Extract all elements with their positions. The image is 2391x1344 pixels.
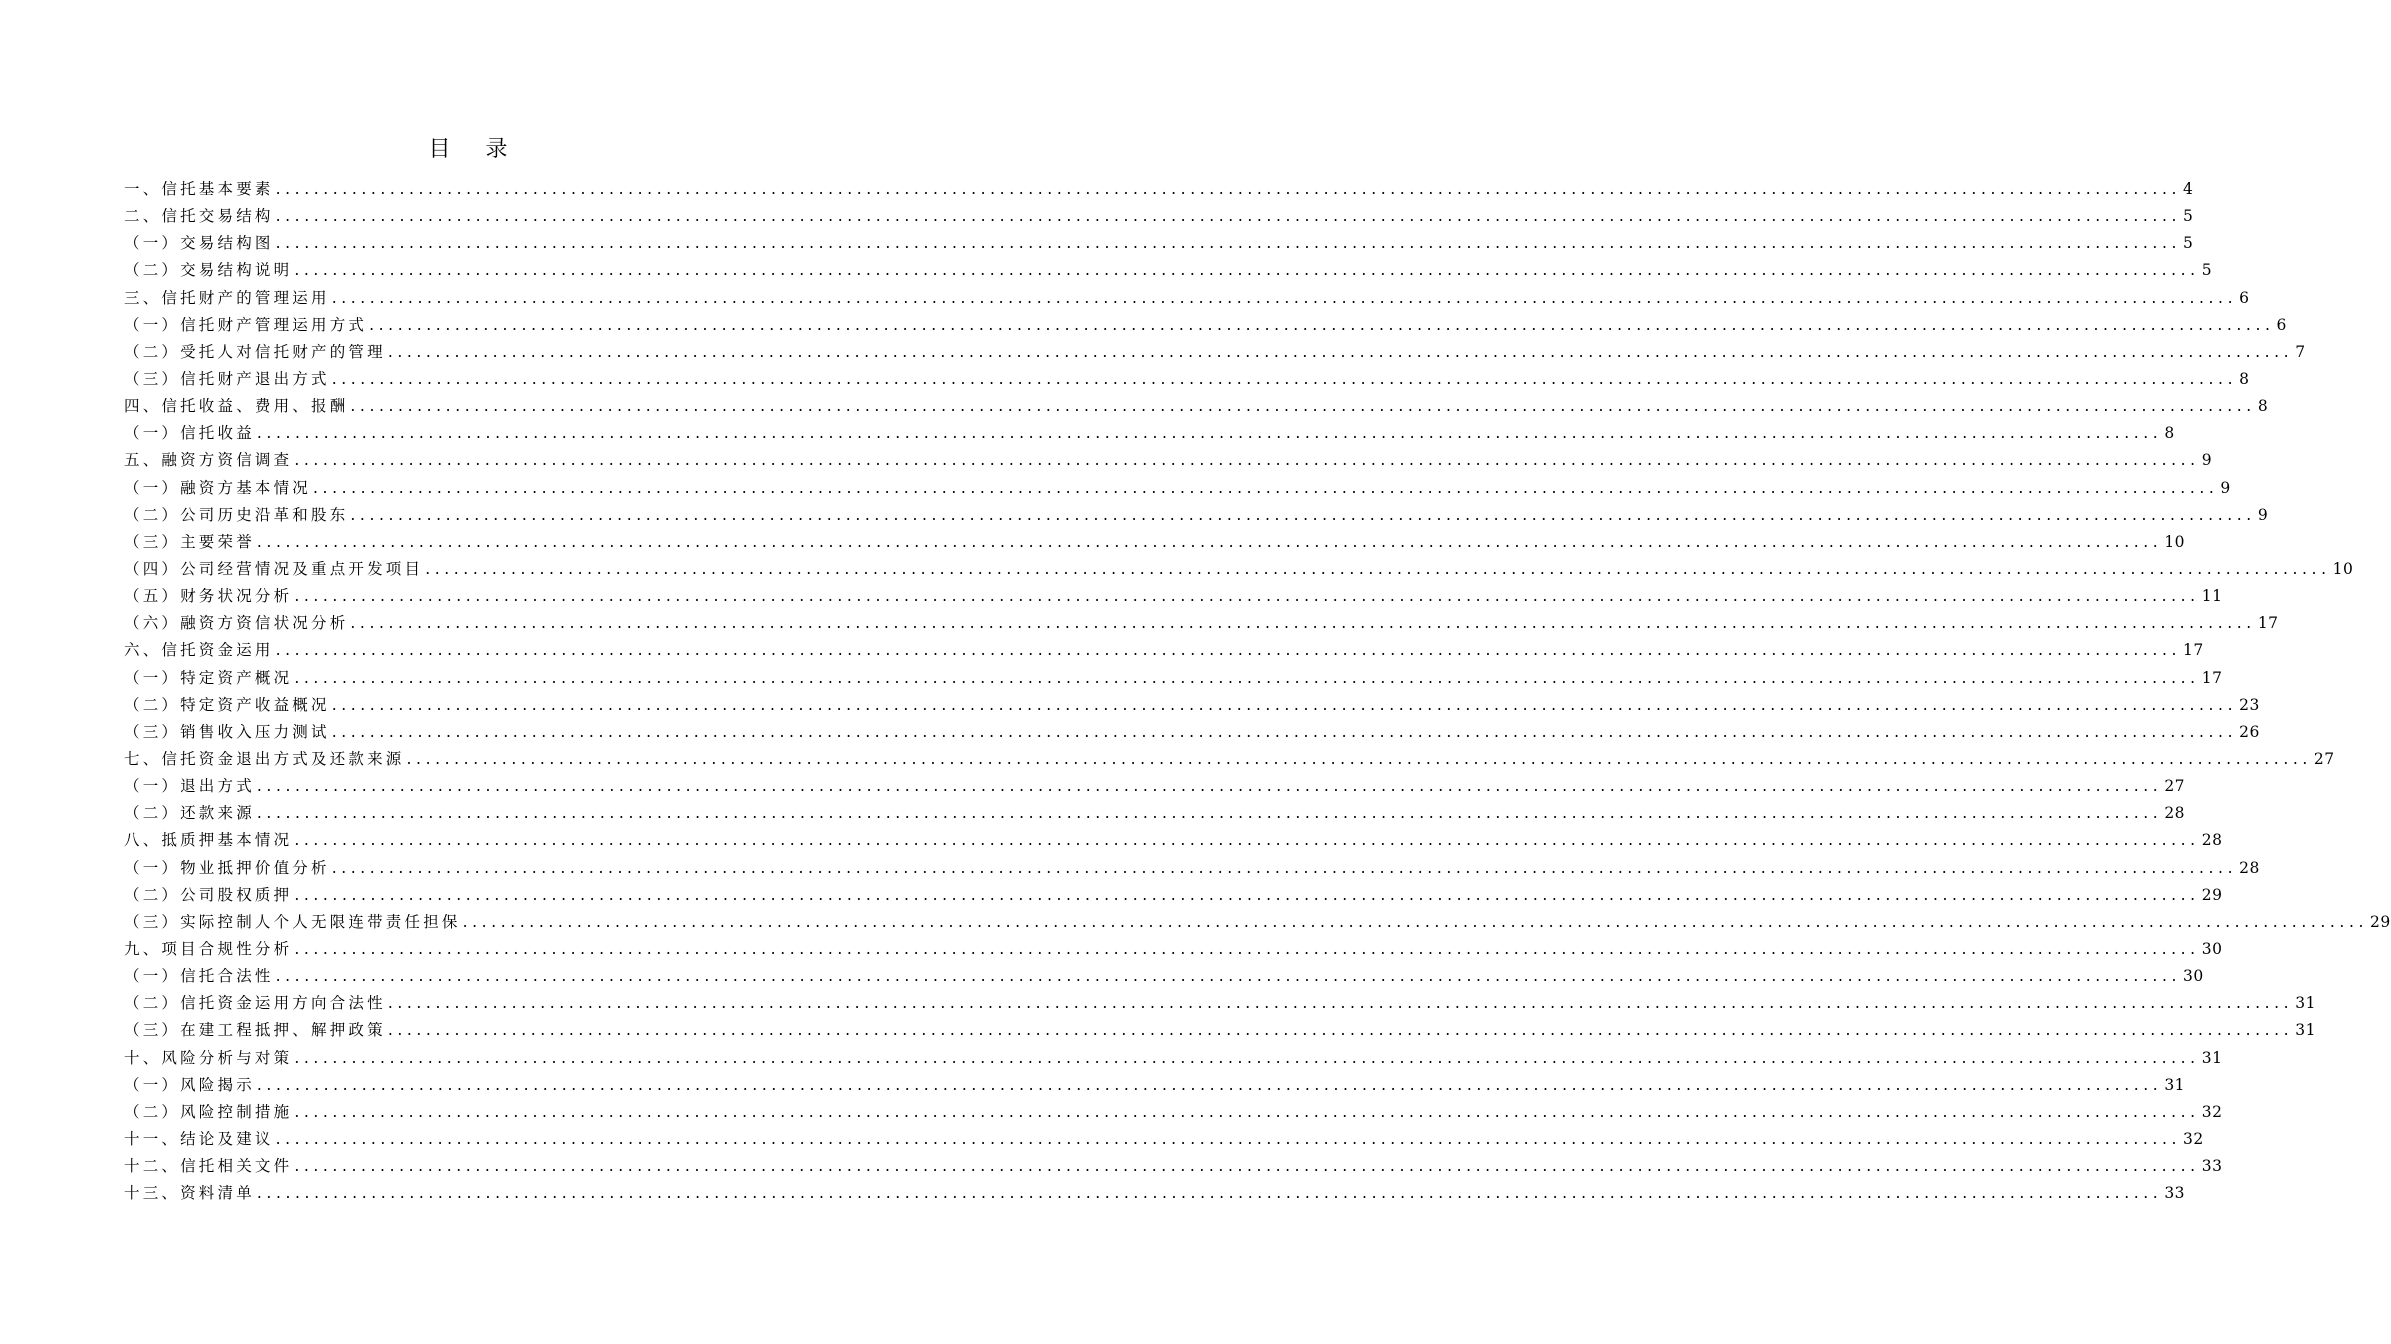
toc-entry[interactable] xyxy=(124,773,2186,800)
toc-entry-label: （六）融资方资信状况分析 xyxy=(124,614,349,633)
toc-entry-label: （二）特定资产收益概况 xyxy=(124,695,330,714)
toc-leader-dots: ........................................................................................................................................................................................................ xyxy=(406,749,2312,768)
toc-entry-page-number: 29 xyxy=(2370,912,2391,931)
toc-leader-dots: ........................................................................................................................................................................................................ xyxy=(294,1157,2200,1176)
toc-entry[interactable] xyxy=(124,1180,2186,1207)
toc-entry[interactable] xyxy=(124,447,2213,474)
toc-entry-page-number: 28 xyxy=(2201,831,2223,850)
toc-entry-page-number: 30 xyxy=(2201,939,2223,958)
toc-leader-dots: ........................................................................................................................................................................................................ xyxy=(294,451,2200,470)
toc-entry[interactable] xyxy=(124,529,2186,556)
toc-entry-page-number: 27 xyxy=(2313,749,2335,768)
toc-entry[interactable] xyxy=(124,1153,2223,1180)
toc-entry[interactable] xyxy=(124,909,2391,936)
toc-leader-dots: ........................................................................................................................................................................................................ xyxy=(294,885,2200,904)
toc-entry-label: （一）特定资产概况 xyxy=(124,668,293,687)
toc-leader-dots: ........................................................................................................................................................................................................ xyxy=(294,831,2200,850)
toc-entry[interactable] xyxy=(124,203,2194,230)
toc-entry-label: （三）销售收入压力测试 xyxy=(124,722,330,741)
toc-entry-label: 三、信托财产的管理运用 xyxy=(124,288,330,307)
toc-entry[interactable] xyxy=(124,393,2269,420)
toc-leader-dots: ........................................................................................................................................................................................................ xyxy=(275,1129,2182,1148)
toc-entry[interactable] xyxy=(124,366,2250,393)
toc-title: 目 录 xyxy=(428,137,522,162)
toc-entry[interactable] xyxy=(124,1072,2186,1099)
toc-entry-page-number: 27 xyxy=(2164,777,2186,796)
toc-entry-label: （五）财务状况分析 xyxy=(124,587,293,606)
toc-leader-dots: ........................................................................................................................................................................................................ xyxy=(425,559,2331,578)
toc-entry[interactable] xyxy=(124,827,2223,854)
toc-entry-label: （二）公司历史沿革和股东 xyxy=(124,505,349,524)
toc-entry-page-number: 6 xyxy=(2276,315,2287,334)
toc-entry-page-number: 10 xyxy=(2332,559,2354,578)
toc-leader-dots: ........................................................................................................................................................................................................ xyxy=(350,505,2256,524)
toc-leader-dots: ........................................................................................................................................................................................................ xyxy=(331,858,2238,877)
toc-entry-page-number: 32 xyxy=(2183,1129,2204,1148)
toc-entry-page-number: 29 xyxy=(2201,885,2223,904)
toc-entry-label: 五、融资方资信调查 xyxy=(124,451,293,470)
toc-leader-dots: ........................................................................................................................................................................................................ xyxy=(387,1021,2294,1040)
toc-entry-label: （三）实际控制人个人无限连带责任担保 xyxy=(124,912,461,931)
toc-entry-label: 二、信托交易结构 xyxy=(124,207,274,226)
toc-entry-label: （三）在建工程抵押、解押政策 xyxy=(124,1021,386,1040)
toc-entry-page-number: 5 xyxy=(2201,261,2213,280)
toc-entry-label: （二）还款来源 xyxy=(124,804,255,823)
toc-entry-page-number: 9 xyxy=(2220,478,2231,497)
toc-entry-page-number: 33 xyxy=(2201,1157,2223,1176)
toc-leader-dots: ........................................................................................................................................................................................................ xyxy=(294,939,2200,958)
toc-entry-page-number: 31 xyxy=(2201,1048,2223,1067)
toc-leader-dots: ........................................................................................................................................................................................................ xyxy=(294,1048,2200,1067)
toc-entry-page-number: 7 xyxy=(2295,342,2306,361)
toc-leader-dots: ........................................................................................................................................................................................................ xyxy=(294,668,2200,687)
toc-entry-label: 十、风险分析与对策 xyxy=(124,1048,293,1067)
toc-entry-label: （一）信托合法性 xyxy=(124,967,274,986)
toc-leader-dots: ........................................................................................................................................................................................................ xyxy=(256,804,2163,823)
toc-entry-page-number: 5 xyxy=(2183,207,2194,226)
toc-entry-page-number: 33 xyxy=(2164,1184,2186,1203)
toc-entry[interactable] xyxy=(124,855,2260,882)
toc-entry-page-number: 23 xyxy=(2239,695,2260,714)
toc-entry[interactable] xyxy=(124,882,2223,909)
toc-leader-dots: ........................................................................................................................................................................................................ xyxy=(275,967,2182,986)
toc-entry-label: 一、信托基本要素 xyxy=(124,180,274,198)
toc-leader-dots: ........................................................................................................................................................................................................ xyxy=(256,777,2163,796)
toc-entry-page-number: 9 xyxy=(2257,505,2269,524)
toc-entry-page-number: 5 xyxy=(2183,234,2194,253)
toc-entry[interactable] xyxy=(124,583,2223,610)
toc-leader-dots: ........................................................................................................................................................................................................ xyxy=(256,1184,2163,1203)
toc-leader-dots: ........................................................................................................................................................................................................ xyxy=(350,614,2256,633)
toc-entry[interactable] xyxy=(124,312,2287,339)
toc-entry-label: 七、信托资金退出方式及还款来源 xyxy=(124,749,405,768)
toc-entry-label: 九、项目合规性分析 xyxy=(124,939,293,958)
toc-entry[interactable] xyxy=(124,692,2260,719)
toc-leader-dots: ........................................................................................................................................................................................................ xyxy=(350,397,2256,416)
toc-entry-label: 十一、结论及建议 xyxy=(124,1129,274,1148)
toc-entry-page-number: 28 xyxy=(2164,804,2186,823)
toc-entry-label: （一）物业抵押价值分析 xyxy=(124,858,330,877)
toc-entry-page-number: 17 xyxy=(2257,614,2279,633)
toc-entry-label: （三）主要荣誉 xyxy=(124,532,255,551)
toc-entry-label: 四、信托收益、费用、报酬 xyxy=(124,397,349,416)
toc-leader-dots: ........................................................................................................................................................................................................ xyxy=(275,180,2182,198)
toc-entry-page-number: 8 xyxy=(2257,397,2269,416)
toc-entry-label: 六、信托资金运用 xyxy=(124,641,274,660)
toc-entry-page-number: 9 xyxy=(2201,451,2213,470)
toc-leader-dots: ........................................................................................................................................................................................................ xyxy=(313,478,2219,497)
toc-entry[interactable] xyxy=(124,502,2269,529)
toc-leader-dots: ........................................................................................................................................................................................................ xyxy=(331,722,2238,741)
toc-entry[interactable] xyxy=(124,339,2306,366)
toc-entry-page-number: 31 xyxy=(2295,994,2316,1013)
toc-entry-page-number: 10 xyxy=(2164,532,2186,551)
toc-entry-page-number: 31 xyxy=(2295,1021,2316,1040)
toc-entry-label: （二）受托人对信托财产的管理 xyxy=(124,342,386,361)
toc-entry-page-number: 6 xyxy=(2239,288,2250,307)
toc-entry-page-number: 8 xyxy=(2164,424,2175,443)
toc-entry[interactable] xyxy=(124,176,2194,203)
toc-leader-dots: ........................................................................................................................................................................................................ xyxy=(331,369,2238,388)
toc-entry-label: （二）交易结构说明 xyxy=(124,261,293,280)
toc-entry[interactable] xyxy=(124,1045,2223,1072)
toc-entry-label: （一）退出方式 xyxy=(124,777,255,796)
toc-entry-page-number: 26 xyxy=(2239,722,2260,741)
toc-entry[interactable] xyxy=(124,285,2250,312)
toc-entry-page-number: 30 xyxy=(2183,967,2204,986)
toc-entry-page-number: 17 xyxy=(2201,668,2223,687)
toc-leader-dots: ........................................................................................................................................................................................................ xyxy=(387,994,2294,1013)
toc-entry-page-number: 11 xyxy=(2201,587,2223,606)
toc-entry-label: （三）信托财产退出方式 xyxy=(124,369,330,388)
toc-entry[interactable] xyxy=(124,1099,2223,1126)
toc-entry-page-number: 4 xyxy=(2183,180,2194,198)
toc-entry[interactable] xyxy=(124,610,2279,637)
toc-entry-label: （一）融资方基本情况 xyxy=(124,478,312,497)
toc-entry[interactable] xyxy=(124,719,2260,746)
toc-entry-page-number: 32 xyxy=(2201,1102,2223,1121)
toc-entry[interactable] xyxy=(124,420,2175,447)
toc-entry-label: 十二、信托相关文件 xyxy=(124,1157,293,1176)
toc-entry[interactable] xyxy=(124,665,2223,692)
toc-entry-label: （二）风险控制措施 xyxy=(124,1102,293,1121)
toc-leader-dots: ........................................................................................................................................................................................................ xyxy=(331,695,2238,714)
toc-entry-label: （二）信托资金运用方向合法性 xyxy=(124,994,386,1013)
toc-entry[interactable] xyxy=(124,637,2204,664)
toc-leader-dots: ........................................................................................................................................................................................................ xyxy=(275,234,2182,253)
toc-entry-label: （一）信托财产管理运用方式 xyxy=(124,315,368,334)
toc-leader-dots: ........................................................................................................................................................................................................ xyxy=(294,1102,2200,1121)
toc-entry-label: （四）公司经营情况及重点开发项目 xyxy=(124,559,424,578)
toc-entry[interactable] xyxy=(124,936,2223,963)
toc-leader-dots: ........................................................................................................................................................................................................ xyxy=(369,315,2275,334)
toc-leader-dots: ........................................................................................................................................................................................................ xyxy=(294,587,2200,606)
table-of-contents xyxy=(124,176,2391,1207)
toc-entry-label: （一）风险揭示 xyxy=(124,1075,255,1094)
toc-entry[interactable] xyxy=(124,556,2354,583)
toc-entry[interactable] xyxy=(124,746,2335,773)
toc-entry-page-number: 31 xyxy=(2164,1075,2186,1094)
toc-entry[interactable] xyxy=(124,1017,2316,1044)
toc-entry-label: 八、抵质押基本情况 xyxy=(124,831,293,850)
toc-entry-label: （一）交易结构图 xyxy=(124,234,274,253)
toc-entry[interactable] xyxy=(124,257,2213,284)
toc-leader-dots: ........................................................................................................................................................................................................ xyxy=(275,641,2182,660)
toc-entry[interactable] xyxy=(124,230,2194,257)
toc-leader-dots: ........................................................................................................................................................................................................ xyxy=(256,532,2163,551)
toc-entry-label: （二）公司股权质押 xyxy=(124,885,293,904)
toc-leader-dots: ........................................................................................................................................................................................................ xyxy=(256,1075,2163,1094)
toc-leader-dots: ........................................................................................................................................................................................................ xyxy=(294,261,2200,280)
toc-leader-dots: ........................................................................................................................................................................................................ xyxy=(331,288,2238,307)
toc-entry[interactable] xyxy=(124,475,2231,502)
toc-leader-dots: ........................................................................................................................................................................................................ xyxy=(387,342,2294,361)
toc-leader-dots: ........................................................................................................................................................................................................ xyxy=(462,912,2369,931)
toc-leader-dots: ........................................................................................................................................................................................................ xyxy=(275,207,2182,226)
toc-entry-page-number: 17 xyxy=(2183,641,2204,660)
toc-entry-page-number: 28 xyxy=(2239,858,2260,877)
toc-entry[interactable] xyxy=(124,800,2186,827)
toc-leader-dots: ........................................................................................................................................................................................................ xyxy=(256,424,2163,443)
toc-entry[interactable] xyxy=(124,990,2316,1017)
toc-entry-label: 十三、资料清单 xyxy=(124,1184,255,1203)
toc-entry[interactable] xyxy=(124,1126,2204,1153)
toc-entry-label: （一）信托收益 xyxy=(124,424,255,443)
toc-entry-page-number: 8 xyxy=(2239,369,2250,388)
toc-entry[interactable] xyxy=(124,963,2204,990)
